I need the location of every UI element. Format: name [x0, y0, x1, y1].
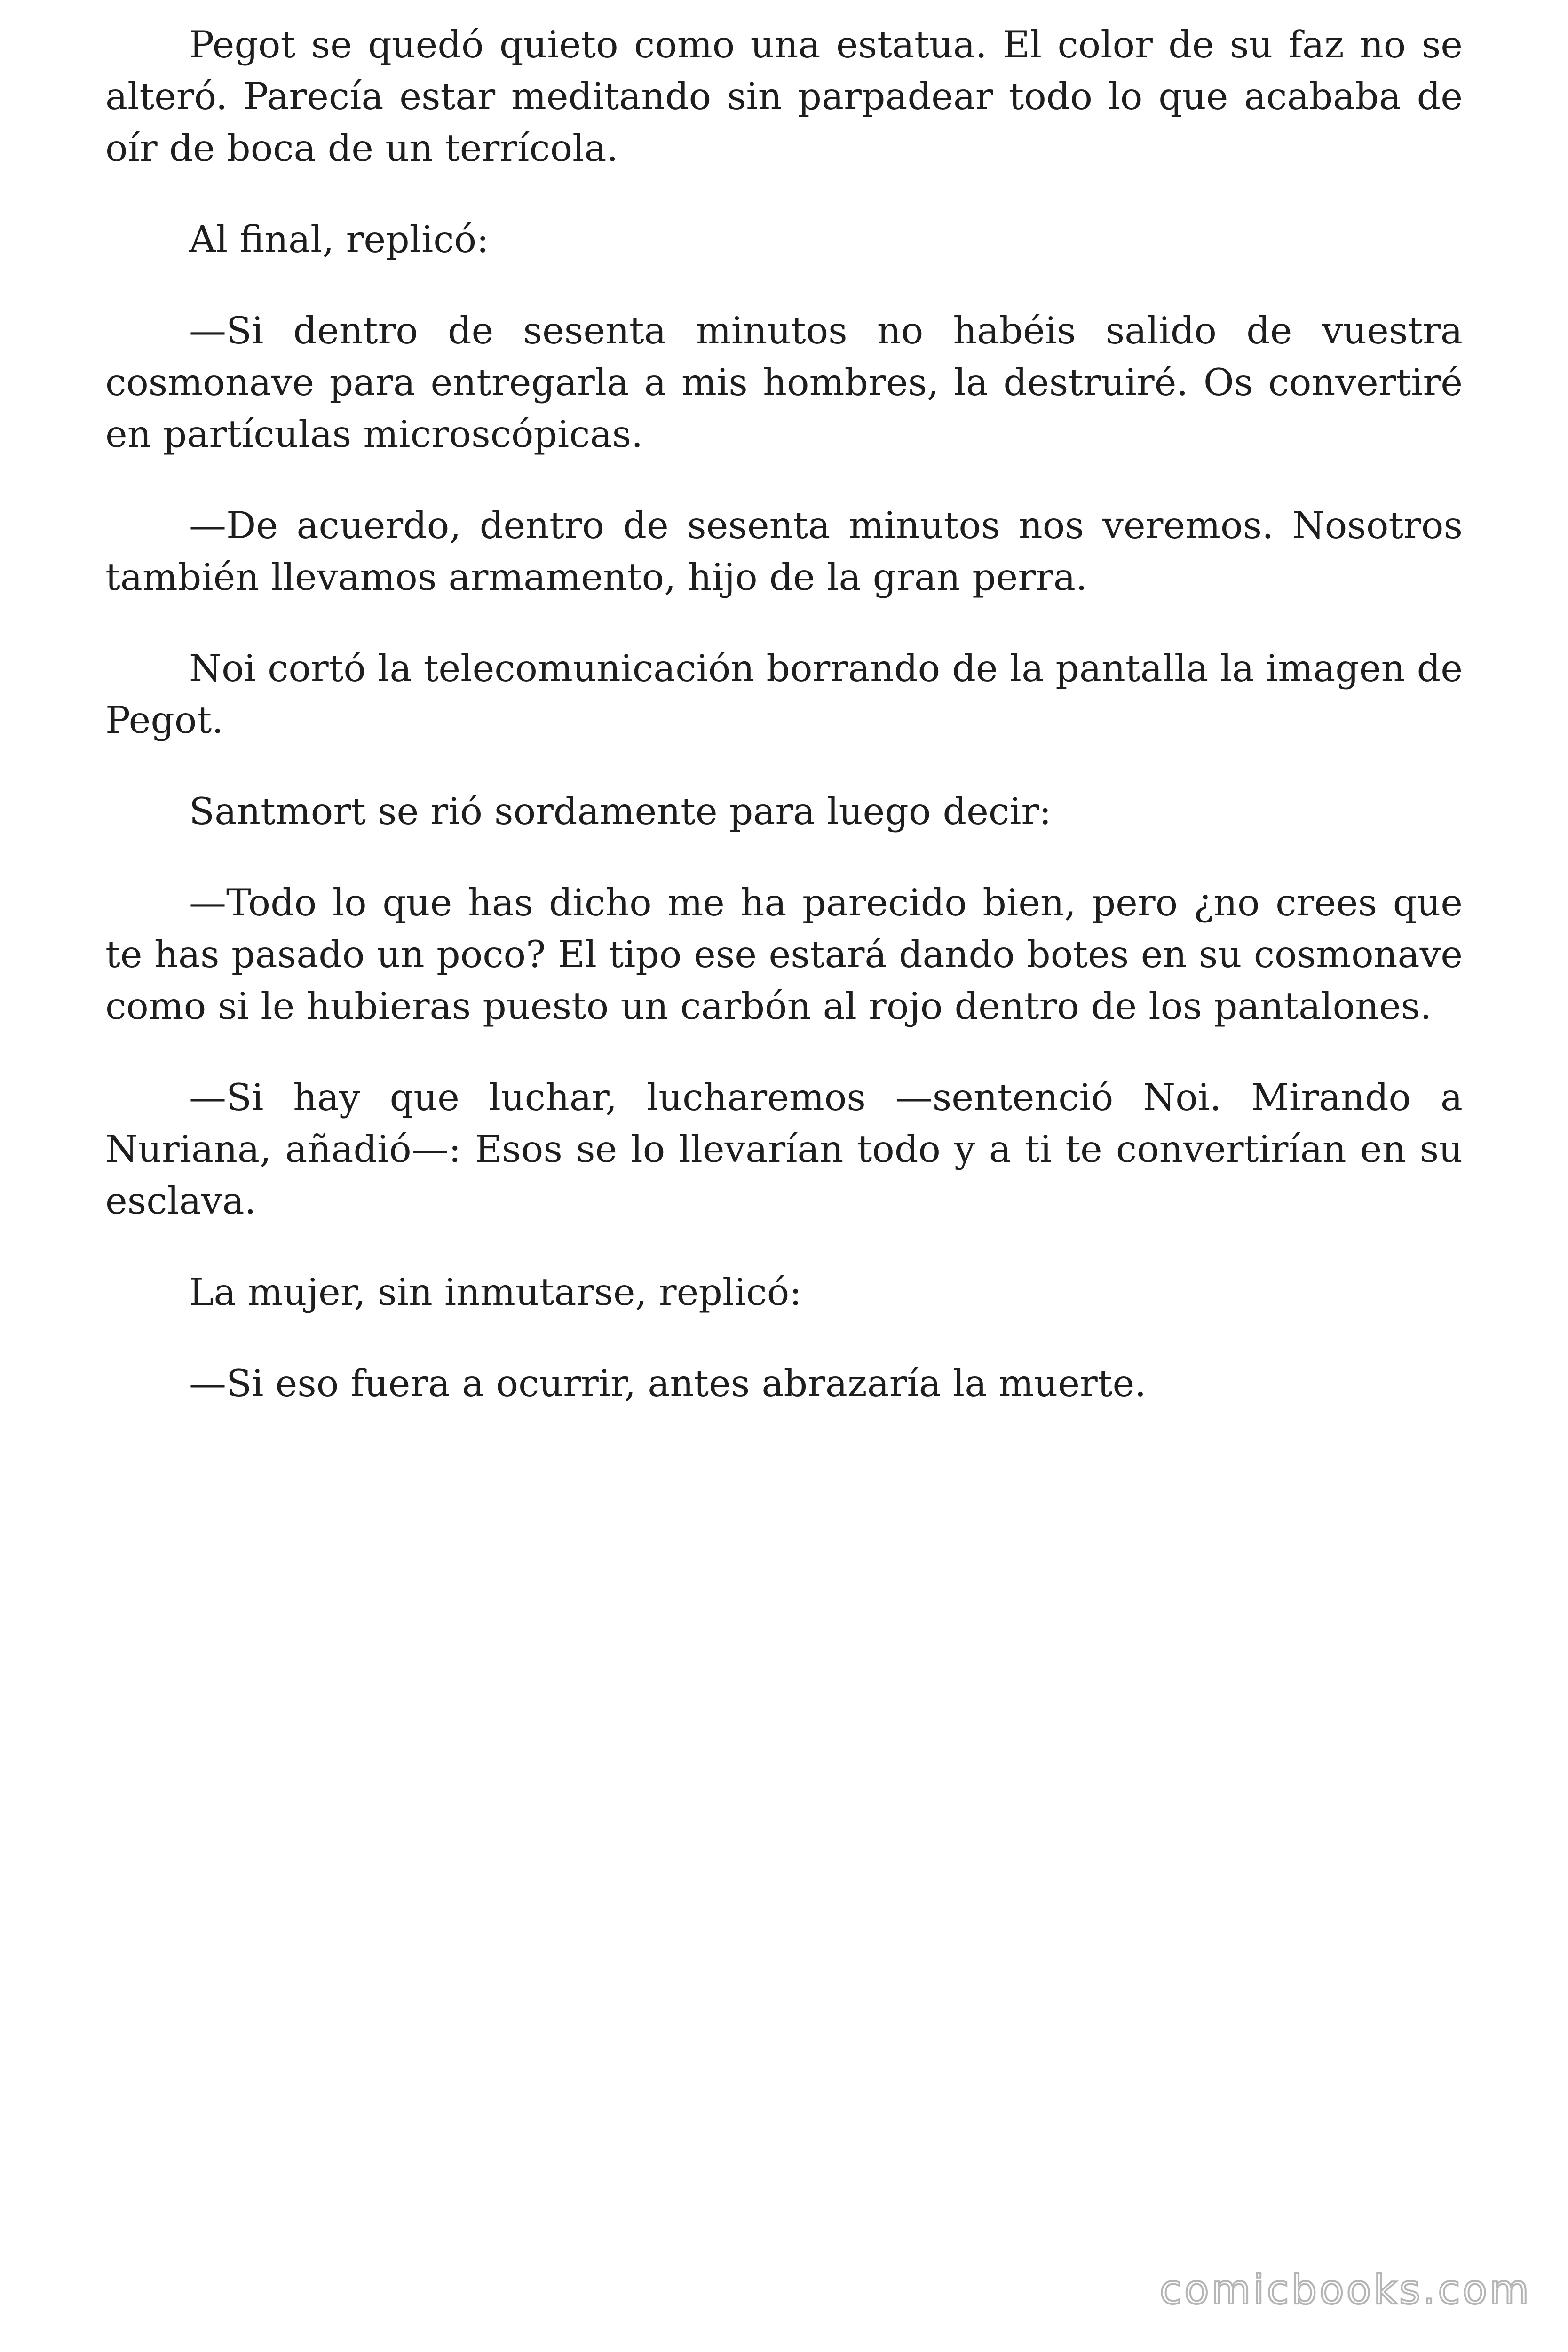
- paragraph: —Todo lo que has dicho me ha parecido bien, pero ¿no crees que te has pasado un poco? El tipo ese estará dando botes en su cosmonave como si le hubieras puesto un carbón al rojo dentro de los pantalones.: [105, 881, 1463, 1028]
- watermark: comicbooks.com: [1159, 2266, 1531, 2313]
- paragraph: —Si dentro de sesenta minutos no habéis salido de vuestra cosmonave para entregarla a mis hombres, la destruiré. Os convertiré en partículas microscópicas.: [105, 309, 1463, 456]
- paragraph: —Si eso fuera a ocurrir, antes abrazaría la muerte.: [189, 1362, 1147, 1405]
- paragraph: La mujer, sin inmutarse, replicó:: [189, 1271, 802, 1314]
- paragraph: Pegot se quedó quieto como una estatua. El color de su faz no se alteró. Parecía estar meditando sin parpadear todo lo que acababa de oír de boca de un terrícola.: [105, 23, 1463, 170]
- paragraph: —De acuerdo, dentro de sesenta minutos nos veremos. Nosotros también llevamos armamento, hijo de la gran perra.: [105, 504, 1463, 599]
- paragraph: Al final, replicó:: [189, 218, 489, 261]
- body-text: [105, 19, 1463, 1449]
- paragraph: Noi cortó la telecomunicación borrando de la pantalla la imagen de Pegot.: [105, 647, 1463, 742]
- paragraph: Santmort se rió sordamente para luego decir:: [189, 790, 1052, 833]
- paragraph: —Si hay que luchar, lucharemos —sentenció Noi. Mirando a Nuriana, añadió—: Esos se lo llevarían todo y a ti te convertirían en su esclava.: [105, 1076, 1463, 1223]
